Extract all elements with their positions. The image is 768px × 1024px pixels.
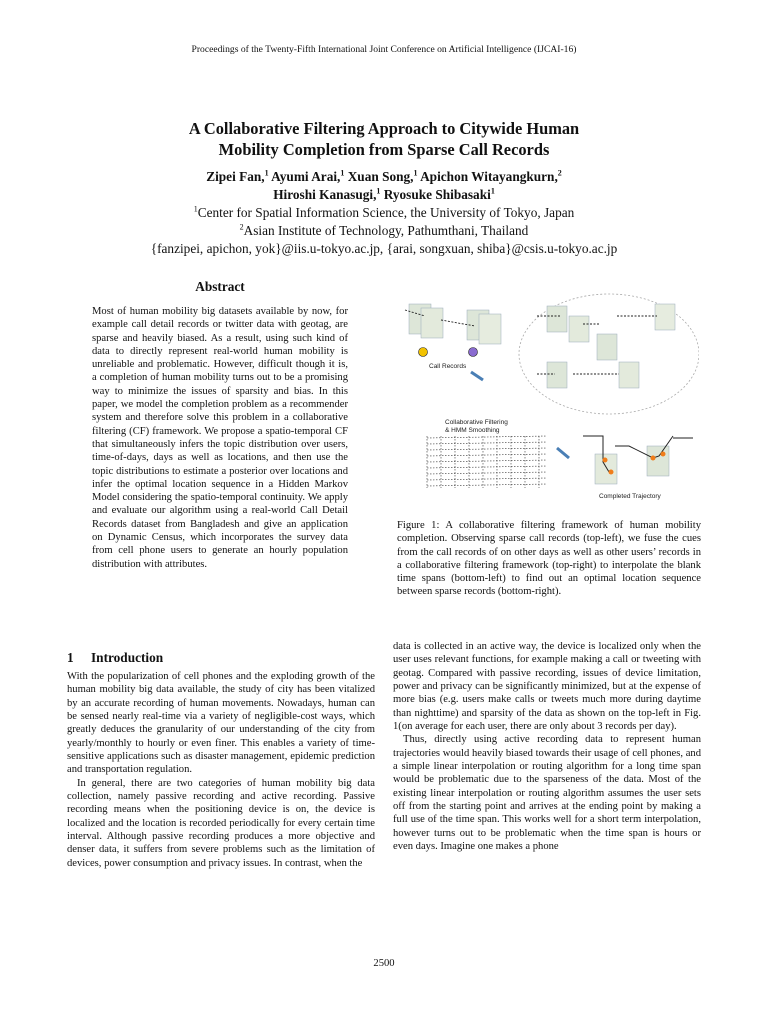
author-emails: {fanzipei, apichon, yok}@iis.u-tokyo.ac.jp, {arai, songxuan, shiba}@csis.u-tokyo.ac.jp <box>150 241 618 256</box>
flow-arrow-1 <box>471 372 483 380</box>
author-affil-sup: 1 <box>490 186 495 196</box>
right-column-body <box>393 640 701 854</box>
author-affil-sup: 1 <box>264 168 269 178</box>
flow-arrow-2 <box>557 448 569 458</box>
author-list <box>0 168 768 204</box>
fig-label-call-records: Call Records <box>429 363 467 370</box>
paragraph: With the popularization of cell phones and the exploding growth of the human mobility big data available, the study of city has been vitalized by an accurate recording of human movements. Nowadays, human can be sensed nearly real-time via a variety of negligible-cost ways, which greatly deduces the granularity of our understanding of the city from yearly/monthly to hourly or even finer. This enables a variety of time-sensitive applications such as disaster management, epidemic prediction and transportation regulation. <box>67 671 375 776</box>
affiliation-2: $^2$Asian Institute of Technology, Pathumthani, Thailand <box>239 222 529 238</box>
title-line-2: Mobility Completion from Sparse Call Records <box>218 140 550 159</box>
completed-trajectory <box>583 436 693 484</box>
paragraph: data is collected in an active way, the device is localized only when the user uses relevant functions, for example making a call or tweeting with geotag. Compared with passive recording, issues of device limitation, power and privacy can be significantly minimized, but at the expense of more bias (e.g. users make calls or tweets much more during daytime than nighttime) and sparsity of the data as shown on the top-left in Fig. 1(on average for each user, there are only about 3 records per day). <box>393 641 701 733</box>
author-name: Ryosuke Shibasaki <box>383 187 491 202</box>
figure-1 <box>397 286 699 508</box>
affiliation-1: $^1$Center for Spatial Information Science, the University of Tokyo, Japan <box>193 204 575 220</box>
section-number: 1 <box>67 650 74 665</box>
page-number: 2500 <box>373 958 395 969</box>
call-record-marker-1 <box>419 348 428 357</box>
author-affil-sup: 1 <box>413 168 418 178</box>
affiliations <box>0 204 768 258</box>
left-column-body <box>67 670 375 870</box>
author-name: Hiroshi Kanasugi, <box>273 187 377 202</box>
framework-diagram <box>397 286 699 508</box>
paragraph: Thus, directly using active recording data to represent human trajectories would heavily biased towards their usage of cell phones, and a simple linear interpolation or routing algorithm for a long time span would be problematic due to the sparseness of the data. Most of the existing linear interpolation or routing algorithm assumes the user sets off from the starting point and arrives at the ending point by making a full use of the time span. This works well for a short term interpolation, however turns out to be problematic when the time span is hours or even days. Imagine one makes a phone <box>393 734 701 853</box>
fig-label-cf-line2: & HMM Smoothing <box>445 427 500 434</box>
blank-time-span-grid <box>427 436 547 488</box>
section-heading <box>67 650 377 666</box>
author-name: Zipei Fan, <box>206 169 265 184</box>
author-line-1 <box>0 168 768 186</box>
venue-header: Proceedings of the Twenty-Fifth International Joint Conference on Artificial Intelligence (IJCAI-16) <box>191 44 577 55</box>
author-name: Ayumi Arai, <box>271 169 341 184</box>
map-tile-group <box>409 304 675 388</box>
author-line-2 <box>0 186 768 204</box>
title-line-1: A Collaborative Filtering Approach to Citywide Human <box>188 119 580 138</box>
author-affil-sup: 2 <box>557 168 562 178</box>
abstract-text: Most of human mobility big datasets available by now, for example call detail records or twitter data with geotag, are sparse and heavily biased. As a result, using such kind of data to directly represent real-world human mobility is unreliable and problematic. However, difficult though it is, a completion of human mobility turns out to be a promising way to minimize the issues of sparsity and bias. In this paper, we model the completion problem as a recommender system and therefore solve this problem in a collaborative filtering (CF) framework. We propose a spatio-temporal CF that simultaneously infers the topic distribution over users, time-of-days, days as well as locations, and then use the topic distributions to estimate a posterior over locations and infer the optimal location sequence in a Hidden Markov Model considering the spatio-temporal continuity. We apply and evaluate our algorithm using a real-world Call Detail Records dataset from Bangladesh and give an application on Dynamic Census, which incorporates the survey data from cell phone users to generate an hourly population distribution with attributes. <box>92 306 348 570</box>
fig-label-completed-trajectory: Completed Trajectory <box>599 493 661 500</box>
author-affil-sup: 1 <box>340 168 345 178</box>
affil-sup: 1 <box>193 204 198 214</box>
author-name: Xuan Song, <box>347 169 414 184</box>
fig-label-cf-line1: Collaborative Filtering <box>445 419 508 426</box>
figure-1-caption: Figure 1: A collaborative filtering framework of human mobility completion. Observing sparse call records (top-left), we fuse the cues from the call records of on other days as well as other users’ records in a collaborative filtering framework (top-right) to interpolate the blank time spans (bottom-left) to find out an optimal location sequence between sparse records (bottom-right). <box>397 520 701 598</box>
author-name: Apichon Witayangkurn, <box>420 169 558 184</box>
call-record-marker-2 <box>469 348 478 357</box>
paper-title <box>0 118 768 160</box>
paragraph: In general, there are two categories of human mobility big data collection, namely passive recording and active recording. Passive recording means when the positioning device is on, the device is localized and the location is recorded periodically for every certain time interval. Although passive recording produces a more objective and denser data, it suffers from severe problems such as the limitation of devices, power consumption and privacy issues. In contrast, when the <box>67 777 375 869</box>
author-affil-sup: 1 <box>376 186 381 196</box>
abstract-heading: Abstract <box>195 279 245 294</box>
affil-sup: 2 <box>239 222 244 232</box>
section-title: Introduction <box>91 650 164 665</box>
